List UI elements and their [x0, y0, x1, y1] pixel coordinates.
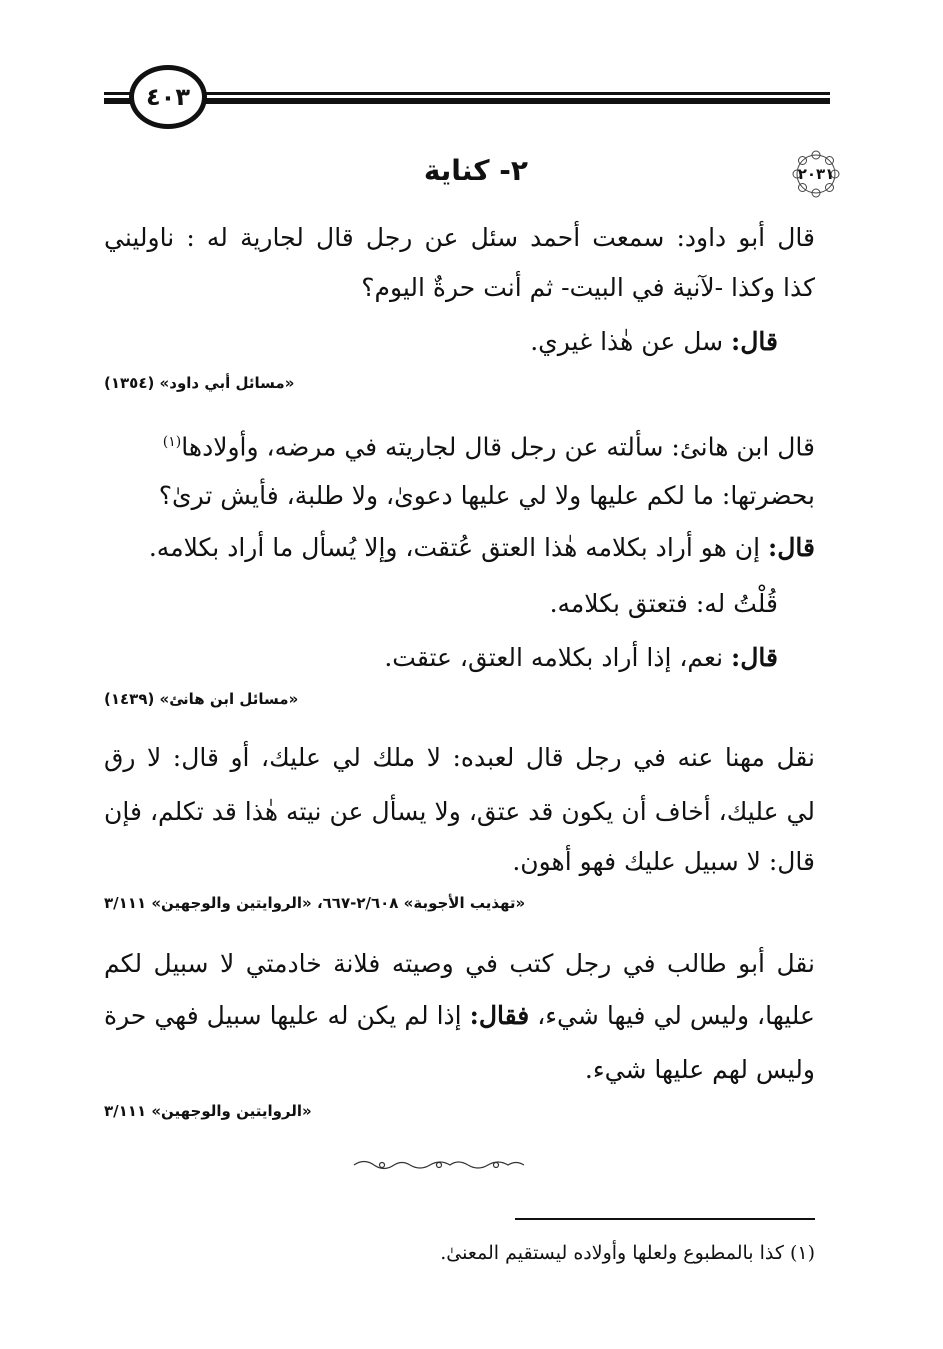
source-citation-1: «مسائل أبي داود» (١٣٥٤) — [104, 374, 295, 392]
p1-line-1: قال أبو داود: سمعت أحمد سئل عن رجل قال لجارية له : ناوليني — [104, 223, 815, 252]
p2-answer-1 — [149, 528, 815, 568]
header-rule-bottom — [104, 98, 830, 104]
source-citation-4: «الروايتين والوجهين» ٣/١١١ — [104, 1102, 312, 1120]
answer-text: إن هو أراد بكلامه هٰذا العتق عُتقت، وإلا يُسأل ما أراد بكلامه. — [148, 533, 769, 562]
footnote-mark: (١) — [162, 434, 182, 450]
p4-line-2-end: إذا لم يكن له عليها سبيل فهي حرة — [104, 1001, 470, 1030]
p3-line-3: قال: لا سبيل عليك فهو أهون. — [512, 847, 815, 876]
p4-line-2-start: عليها، وليس لي فيها شيء، — [529, 1001, 815, 1030]
section-number-badge — [792, 150, 840, 198]
p2-line-1 — [163, 422, 815, 467]
page-number: ٤٠٣ — [129, 65, 207, 129]
ornamental-divider-icon — [350, 1157, 528, 1173]
p1-line-2: كذا وكذا -لآنية في البيت- ثم أنت حرةٌ اليوم؟ — [361, 273, 815, 302]
section-title: ٢- كناية — [423, 154, 528, 187]
p2-answer-2 — [384, 638, 778, 678]
p4-line-1: نقل أبو طالب في رجل كتب في وصيته فلانة خادمتي لا سبيل لكم — [104, 949, 815, 978]
footnote: (١) كذا بالمطبوع ولعلها وأولاده ليستقيم المعنىٰ. — [440, 1242, 815, 1264]
p3-line-2: لي عليك، أخاف أن يكون قد عتق، ولا يسأل عن نيته هٰذا قد تكلم، فإن — [104, 797, 815, 826]
p3-line-1: نقل مهنا عنه في رجل قال لعبده: لا ملك لي عليك، أو قال: لا رق — [104, 743, 815, 772]
p1-answer — [530, 322, 778, 362]
answer-label: قال: — [731, 643, 778, 672]
p4-line-2 — [104, 996, 815, 1036]
answer-label: قال: — [731, 327, 778, 356]
source-citation-2: «مسائل ابن هانئ» (١٤٣٩) — [104, 690, 299, 708]
p4-line-3: وليس لهم عليها شيء. — [584, 1055, 815, 1084]
header-rule-top — [104, 92, 830, 95]
p2-line-2: بحضرتها: ما لكم عليها ولا لي عليها دعوىٰ، ولا طلبة، فأيش ترىٰ؟ — [158, 481, 815, 510]
source-citation-3: «تهذيب الأجوبة» ٢/٦٠٨-٦٦٧، «الروايتين والوجهين» ٣/١١١ — [104, 894, 526, 912]
answer-text: نعم، إذا أراد بكلامه العتق، عتقت. — [384, 643, 732, 672]
answer-label: قال: — [768, 533, 815, 562]
section-number: ٢٠٣١ — [797, 165, 835, 183]
p2-question-2: قُلْتُ له: فتعتق بكلامه. — [549, 589, 778, 618]
answer-text: سل عن هٰذا غيري. — [530, 327, 732, 356]
footnote-rule — [515, 1218, 815, 1220]
p2-line-1-text: قال ابن هانئ: سألته عن رجل قال لجاريته في مرضه، وأولادها — [181, 432, 815, 462]
answer-label: فقال: — [469, 1001, 530, 1030]
